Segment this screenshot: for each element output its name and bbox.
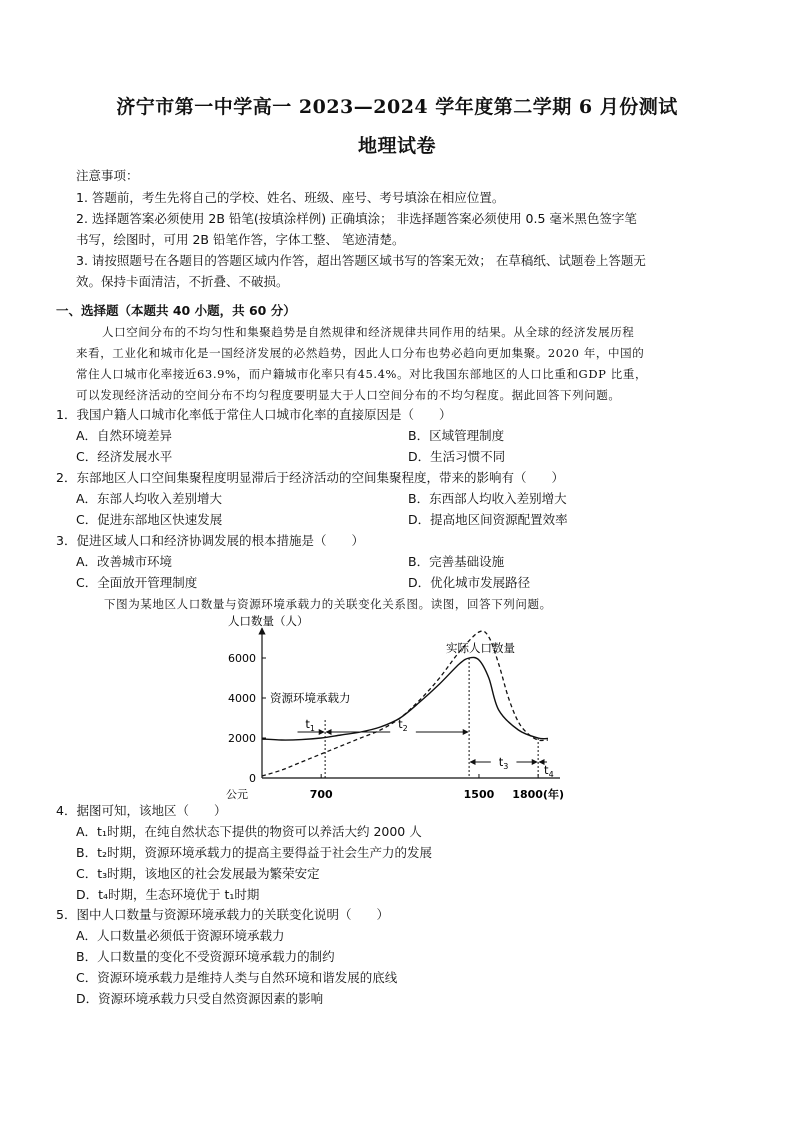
option-c[interactable]: C．促进东部地区快速发展: [76, 512, 223, 527]
question-stem: 4．据图可知，该地区（ ）: [56, 803, 227, 818]
option-c[interactable]: C．经济发展水平: [76, 449, 173, 464]
option-c[interactable]: C．资源环境承载力是维持人类与自然环境和谐发展的底线: [76, 970, 398, 985]
notice-line: 书写，绘图时，可用 2B 铅笔作答，字体工整、 笔迹清楚。: [76, 232, 405, 247]
y-tick-label: 4000: [228, 692, 256, 705]
notice-line: 3. 请按照题号在各题目的答题区域内作答，超出答题区域书写的答案无效； 在草稿纸、试题卷上答题无: [76, 253, 646, 268]
option-d[interactable]: D．优化城市发展路径: [408, 575, 531, 590]
x-tick-label: 700: [309, 788, 333, 801]
passage-line: 来看，工业化和城市化是一国经济发展的必然趋势，因此人口分布也势必趋向更加集聚。2020 年，中国的: [76, 346, 645, 360]
series-label-capacity: 资源环境承载力: [270, 691, 351, 705]
option-d[interactable]: D．资源环境承载力只受自然资源因素的影响: [76, 991, 324, 1006]
option-b[interactable]: B．t₂时期，资源环境承载力的提高主要得益于社会生产力的发展: [76, 845, 432, 860]
option-b[interactable]: B．完善基础设施: [408, 554, 505, 569]
exam-title: 济宁市第一中学高一 2023—2024 学年度第二学期 6 月份测试: [116, 96, 678, 118]
question-stem: 2．东部地区人口空间集聚程度明显滞后于经济活动的空间集聚程度，带来的影响有（ ）: [56, 470, 564, 485]
option-d[interactable]: D．提高地区间资源配置效率: [408, 512, 568, 527]
option-a[interactable]: A．t₁时期，在纯自然状态下提供的物资可以养活大约 2000 人: [76, 824, 422, 839]
option-c[interactable]: C．全面放开管理制度: [76, 575, 198, 590]
period-label-t2: $t_2$: [398, 717, 408, 733]
option-b[interactable]: B．东西部人均收入差别增大: [408, 491, 567, 506]
y-axis-label: 人口数量（人）: [228, 614, 309, 628]
question-stem: 5．图中人口数量与资源环境承载力的关联变化说明（ ）: [56, 907, 389, 922]
y-tick-label: 2000: [228, 732, 256, 745]
question-stem: 3．促进区域人口和经济协调发展的根本措施是（ ）: [56, 533, 364, 548]
section-heading: 一、选择题（本题共 40 小题，共 60 分）: [56, 303, 296, 318]
passage-line: 人口空间分布的不均匀性和集聚趋势是自然规律和经济规律共同作用的结果。从全球的经济发展历程: [102, 325, 635, 339]
question-stem: 1．我国户籍人口城市化率低于常住人口城市化率的直接原因是（ ）: [56, 407, 452, 422]
notice-line: 2. 选择题答案必须使用 2B 铅笔(按填涂样例) 正确填涂； 非选择题答案必须使用 0.5 毫米黑色签字笔: [76, 211, 637, 226]
period-label-t4: $t_4$: [544, 763, 554, 779]
option-a[interactable]: A．东部人均收入差别增大: [76, 491, 223, 506]
y-tick-label: 0: [249, 772, 256, 785]
x-tick-label: 1500: [463, 788, 495, 801]
series-label-population: 实际人口数量: [446, 641, 515, 655]
period-label-t1: $t_1$: [305, 717, 316, 733]
x-axis-prefix: 公元: [226, 788, 248, 801]
y-tick-label: 6000: [228, 652, 256, 665]
passage-line: 可以发现经济活动的空间分布不均匀程度要明显大于人口空间分布的不均匀程度。据此回答下列问题。: [76, 388, 621, 402]
passage-line: 常住人口城市化率接近63.9%，而户籍城市化率只有45.4%。对比我国东部地区的人口比重和GDP 比重，: [76, 367, 648, 381]
option-a[interactable]: A．改善城市环境: [76, 554, 173, 569]
option-a[interactable]: A．自然环境差异: [76, 428, 173, 443]
notice-heading: 注意事项：: [76, 168, 139, 183]
period-label-t3: $t_3$: [498, 755, 509, 771]
population-capacity-chart: [200, 612, 600, 804]
option-c[interactable]: C．t₃时期，该地区的社会发展最为繁荣安定: [76, 866, 320, 881]
option-d[interactable]: D．生活习惯不同: [408, 449, 506, 464]
option-b[interactable]: B．人口数量的变化不受资源环境承载力的制约: [76, 949, 335, 964]
notice-line: 效。保持卡面清洁，不折叠、不破损。: [76, 274, 289, 289]
option-a[interactable]: A．人口数量必须低于资源环境承载力: [76, 928, 285, 943]
option-b[interactable]: B．区域管理制度: [408, 428, 505, 443]
option-d[interactable]: D．t₄时期，生态环境优于 t₁时期: [76, 887, 260, 902]
exam-subtitle: 地理试卷: [357, 135, 436, 157]
notice-line: 1. 答题前，考生先将自己的学校、姓名、班级、座号、考号填涂在相应位置。: [76, 190, 505, 205]
x-tick-label: 1800(年): [512, 788, 564, 801]
passage-chart-intro: 下图为某地区人口数量与资源环境承载力的关联变化关系图。读图，回答下列问题。: [104, 597, 552, 611]
